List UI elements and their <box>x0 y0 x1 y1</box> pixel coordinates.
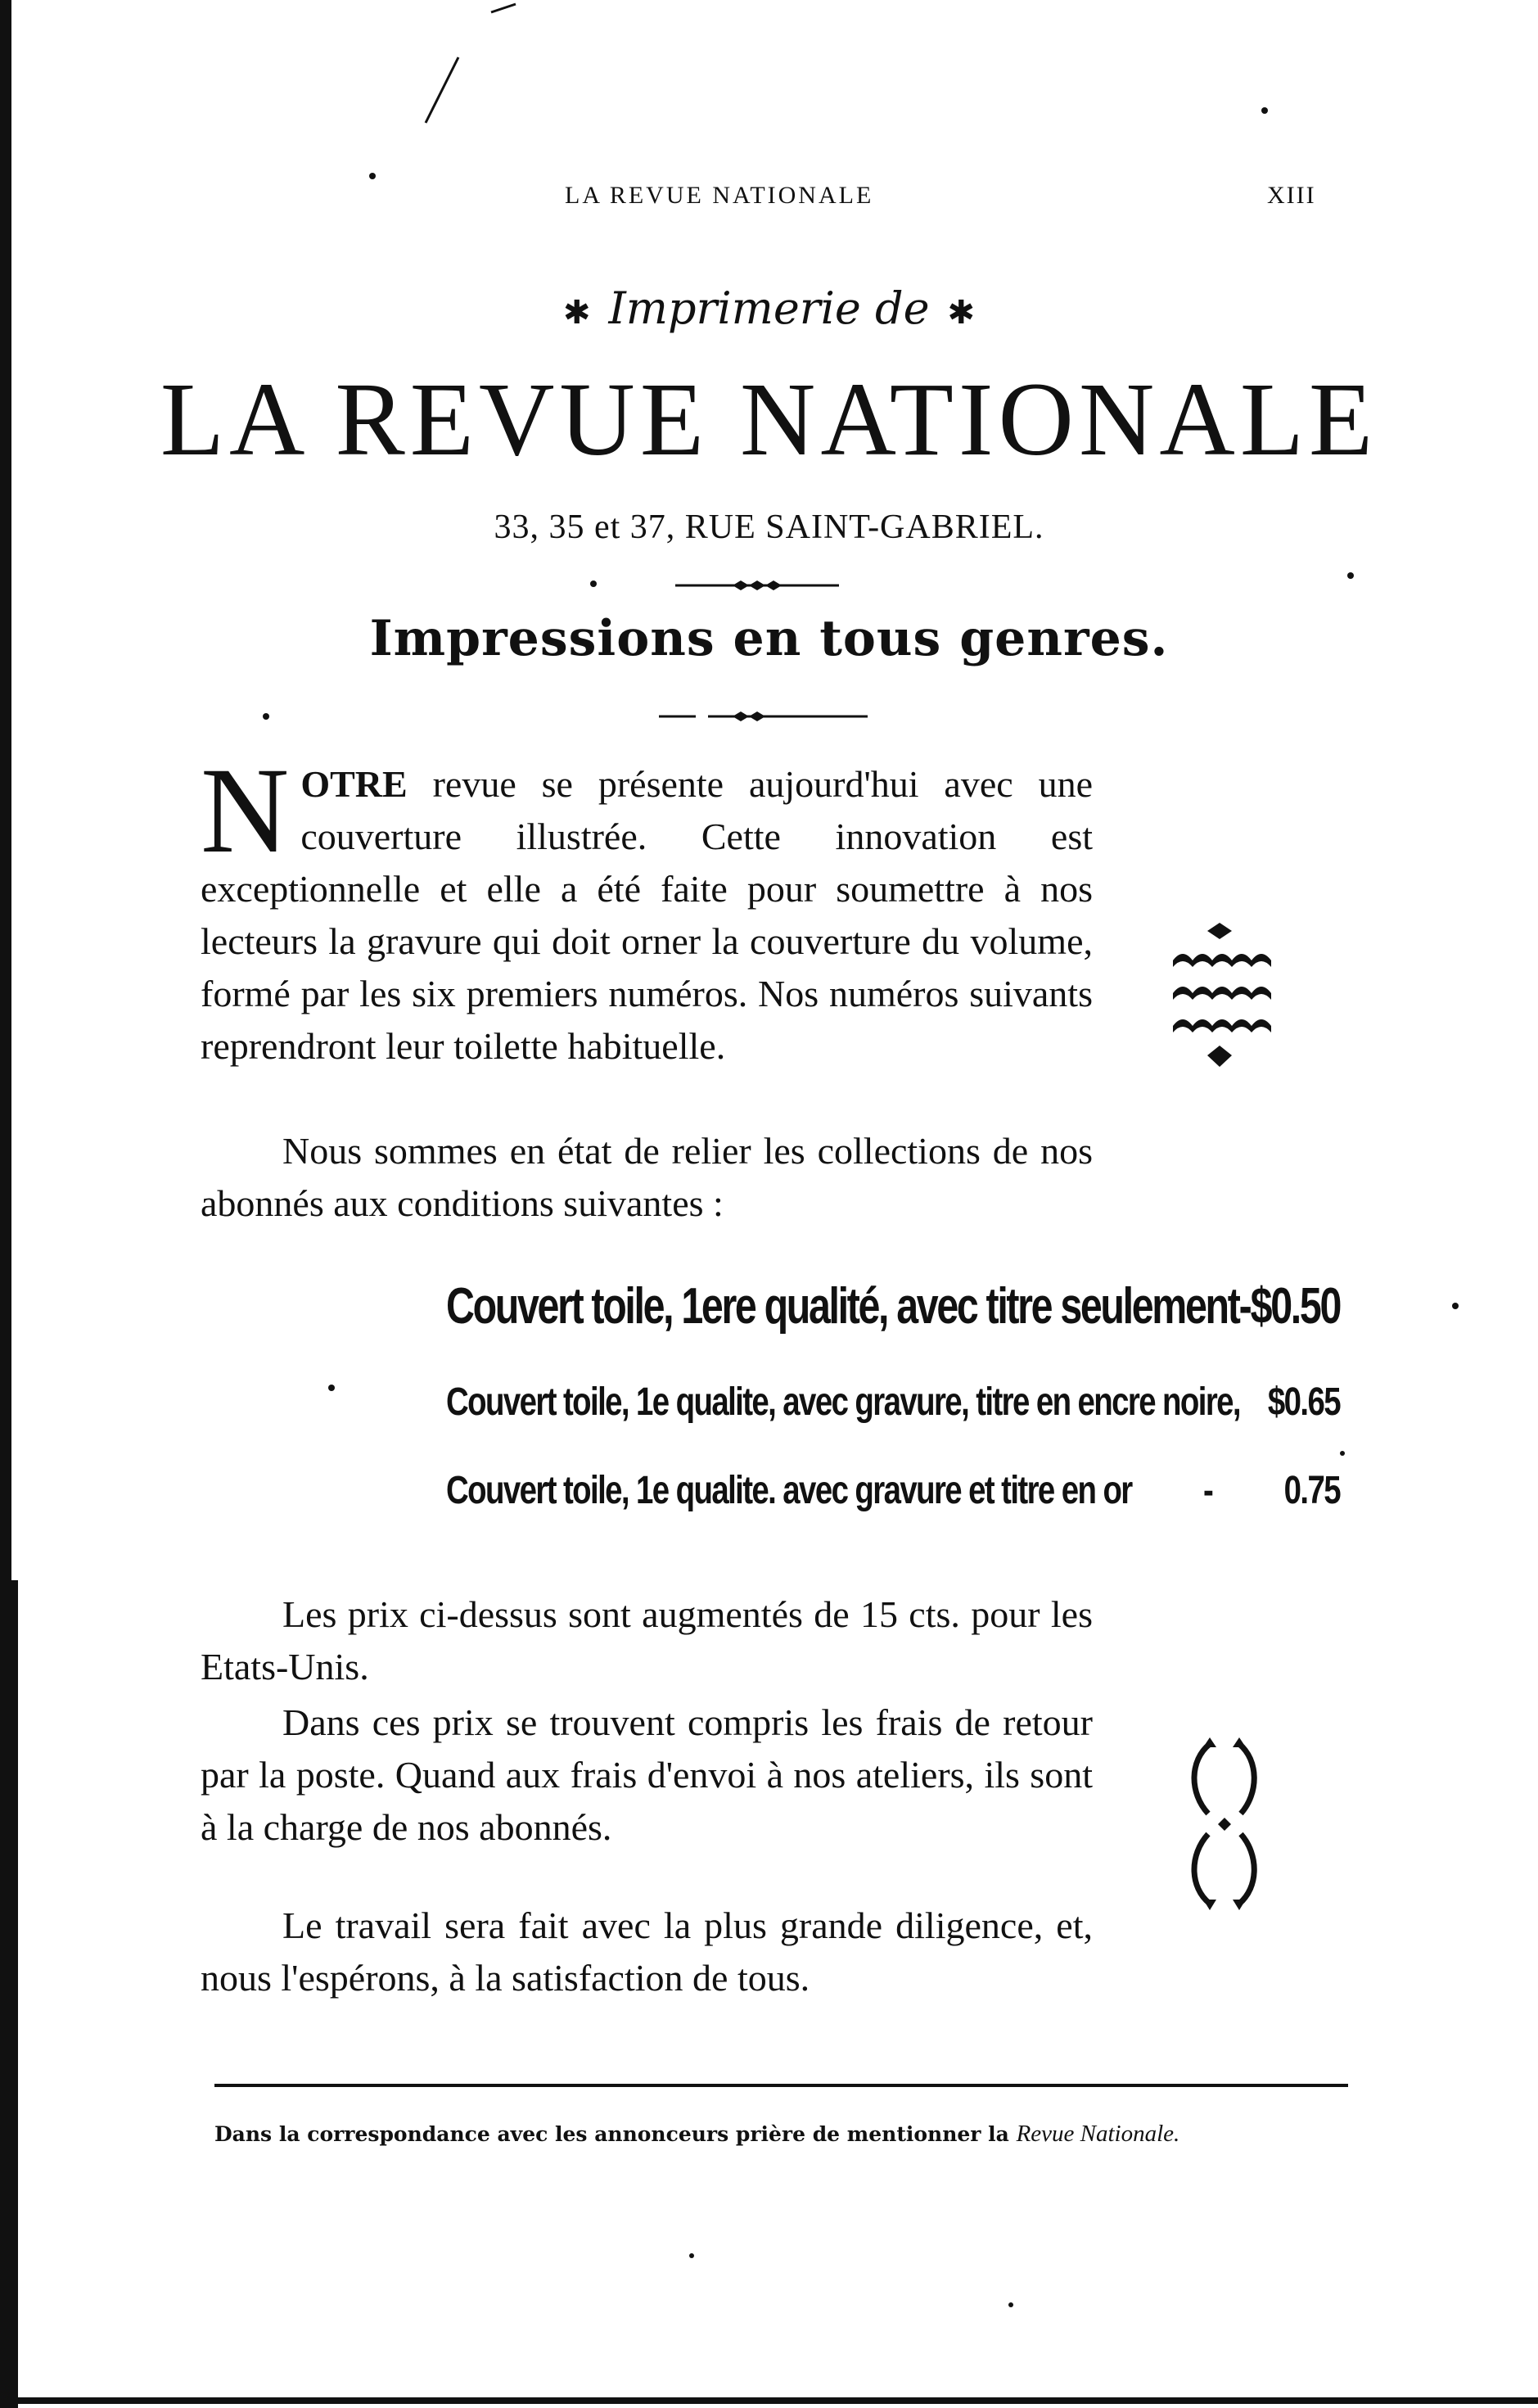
price-description: Couvert toile, 1ere qualité, avec titre seulement <box>446 1278 1239 1335</box>
price-description: Couvert toile, 1e qualite, avec gravure, titre en encre noire, <box>446 1380 1240 1424</box>
price-amount: $0.65 <box>1267 1380 1340 1424</box>
subhead: Impressions en tous genres. <box>369 610 1169 667</box>
diligence-paragraph: Le travail sera fait avec la plus grande diligence, et, nous l'espérons, à la satisfaction de tous. <box>201 1904 1093 1999</box>
footer-note-text: Dans la correspondance avec les annonceurs prière de mentionner la <box>214 2122 1017 2146</box>
wave-fleuron-icon <box>1166 921 1273 1068</box>
page-number: XIII <box>1267 182 1316 209</box>
asterisk-ornament-icon: ✱ <box>562 294 591 332</box>
drop-cap: N <box>201 743 290 879</box>
dotted-ornament-rule-icon <box>675 577 839 594</box>
surcharge-paragraph: Les prix ci-dessus sont augmentés de 15 cts. pour les Etats-Unis. <box>201 1593 1093 1687</box>
intro-paragraph <box>201 743 1093 1073</box>
asterisk-ornament-icon: ✱ <box>947 294 976 332</box>
price-amount: $0.50 <box>1250 1278 1340 1335</box>
running-title: LA REVUE NATIONALE <box>565 182 874 209</box>
price-row <box>446 1277 1340 1335</box>
price-row <box>446 1468 1340 1513</box>
dotted-ornament-rule-icon <box>659 708 868 725</box>
footer-note-title: Revue Nationale. <box>1016 2121 1180 2147</box>
bottom-border-rule <box>0 2397 1538 2404</box>
intro-text: revue se présente aujourd'hui avec une couverture illustrée. Cette innovation est exceptionnelle et elle a été faite pour soumettre à nos lecteurs la gravure qui doit orner la couverture du volume, formé par les six premiers numéros. Nos numéros suivants reprendront leur toilette habituelle. <box>201 763 1093 1067</box>
left-border-shadow <box>0 1580 18 2408</box>
postage-paragraph: Dans ces prix se trouvent compris les frais de retour par la poste. Quand aux frais d'envoi à nos ateliers, ils sont à la charge de nos abonnés. <box>201 1701 1093 1848</box>
price-description: Couvert toile, 1e qualite. avec gravure et titre en or <box>446 1469 1132 1512</box>
price-dash: - <box>1238 1278 1251 1335</box>
price-amount: 0.75 <box>1283 1469 1340 1512</box>
imprint-label: Imprimerie de <box>608 282 930 334</box>
masthead: LA REVUE NATIONALE <box>160 361 1378 477</box>
imprint-line <box>0 282 1538 334</box>
price-row <box>446 1380 1340 1425</box>
footer-rule <box>214 2084 1348 2087</box>
scroll-fleuron-icon <box>1185 1736 1264 1912</box>
footer-note <box>214 2121 1348 2148</box>
conditions-paragraph: Nous sommes en état de relier les collections de nos abonnés aux conditions suivantes : <box>201 1130 1093 1224</box>
drop-cap-word: OTRE <box>300 763 408 805</box>
price-dash: - <box>1203 1469 1213 1512</box>
address: 33, 35 et 37, RUE SAINT-GABRIEL. <box>494 508 1044 546</box>
